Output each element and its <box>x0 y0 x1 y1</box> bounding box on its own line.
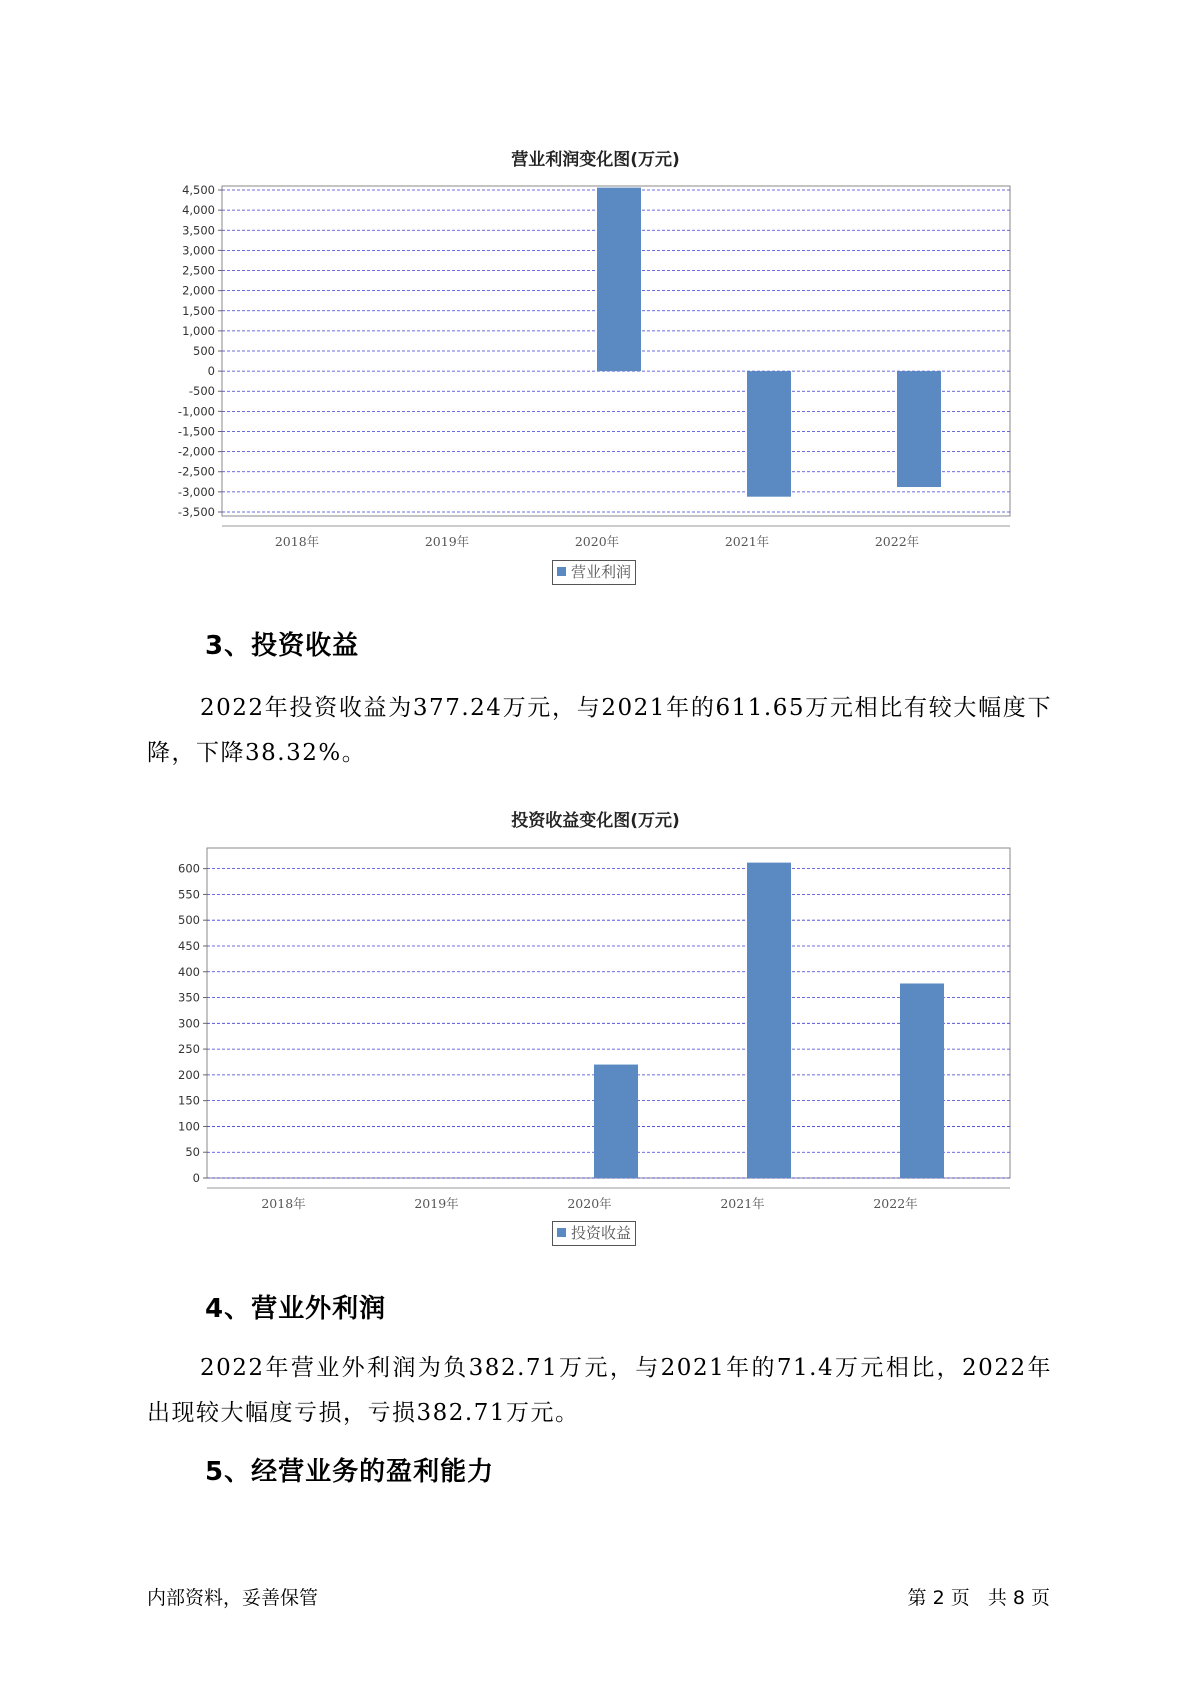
y-tick-label: 2,000 <box>182 283 215 298</box>
y-tick-label: 4,000 <box>182 203 215 218</box>
y-tick-label: 2,500 <box>182 263 215 278</box>
x-tick-label: 2018年 <box>261 1196 306 1211</box>
y-tick-label: 400 <box>178 964 200 979</box>
x-tick-label: 2021年 <box>724 534 770 549</box>
y-tick-label: 550 <box>178 887 200 902</box>
section4-heading: 4、营业外利润 <box>205 1294 387 1324</box>
y-tick-label: -1,000 <box>177 404 215 419</box>
section3-heading: 3、投资收益 <box>205 631 360 661</box>
footer-confidential: 内部资料，妥善保管 <box>147 1587 319 1609</box>
x-tick-label: 2020年 <box>574 534 620 549</box>
y-tick-label: 1,500 <box>182 303 215 318</box>
x-tick-label: 2020年 <box>567 1196 612 1211</box>
investment-income-chart <box>0 845 1191 1225</box>
footer-page-number: 第 2 页 共 8 页 <box>907 1587 1050 1609</box>
y-tick-label: -3,500 <box>177 504 215 519</box>
section5-heading: 5、经营业务的盈利能力 <box>205 1457 495 1487</box>
bar <box>597 188 641 372</box>
y-tick-label: -1,500 <box>177 424 215 439</box>
chart2-legend-label: 投资收益 <box>571 1224 632 1242</box>
y-tick-label: 500 <box>193 344 215 358</box>
y-tick-label: 500 <box>178 913 200 928</box>
y-tick-label: 4,500 <box>182 183 215 198</box>
legend-swatch <box>557 567 566 576</box>
x-tick-label: 2019年 <box>414 1196 459 1211</box>
chart1-legend <box>552 560 636 585</box>
bar <box>897 371 941 487</box>
y-tick-label: 600 <box>178 861 200 876</box>
x-tick-label: 2021年 <box>720 1196 765 1211</box>
section3-paragraph: 2022年投资收益为377.24万元，与2021年的611.65万元相比有较大幅度下降，下降38.32%。 <box>147 695 1052 766</box>
bar <box>747 371 791 497</box>
y-tick-label: -3,000 <box>177 484 215 499</box>
y-tick-label: 450 <box>178 938 200 953</box>
section4-paragraph: 2022年营业外利润为负382.71万元，与2021年的71.4万元相比，2022年出现较大幅度亏损，亏损382.71万元。 <box>147 1355 1052 1426</box>
chart1-legend-label: 营业利润 <box>571 563 632 581</box>
y-tick-label: -500 <box>188 384 215 399</box>
y-tick-label: 150 <box>178 1093 200 1108</box>
y-tick-label: 0 <box>207 364 215 379</box>
chart2-legend <box>552 1221 636 1246</box>
x-tick-label: 2019年 <box>424 534 470 549</box>
operating-profit-chart <box>0 180 1191 560</box>
bar <box>747 863 791 1178</box>
y-tick-label: 350 <box>178 990 200 1005</box>
x-tick-label: 2022年 <box>873 1196 918 1211</box>
legend-swatch <box>557 1228 566 1237</box>
x-tick-label: 2022年 <box>874 534 920 549</box>
y-tick-label: -2,500 <box>177 464 215 479</box>
y-tick-label: 50 <box>185 1145 200 1160</box>
y-tick-label: 300 <box>178 1016 200 1031</box>
y-tick-label: 3,500 <box>182 223 215 238</box>
bar <box>900 983 944 1178</box>
y-tick-label: 100 <box>178 1119 200 1134</box>
y-tick-label: 1,000 <box>182 323 215 338</box>
y-tick-label: 200 <box>178 1067 200 1082</box>
x-tick-label: 2018年 <box>274 534 320 549</box>
y-tick-label: -2,000 <box>177 444 215 459</box>
chart2-title: 投资收益变化图(万元) <box>511 811 680 831</box>
y-tick-label: 0 <box>192 1171 200 1185</box>
y-tick-label: 3,000 <box>182 243 215 258</box>
bar <box>594 1065 638 1178</box>
chart1-title: 营业利润变化图(万元) <box>511 150 680 170</box>
y-tick-label: 250 <box>178 1042 200 1057</box>
